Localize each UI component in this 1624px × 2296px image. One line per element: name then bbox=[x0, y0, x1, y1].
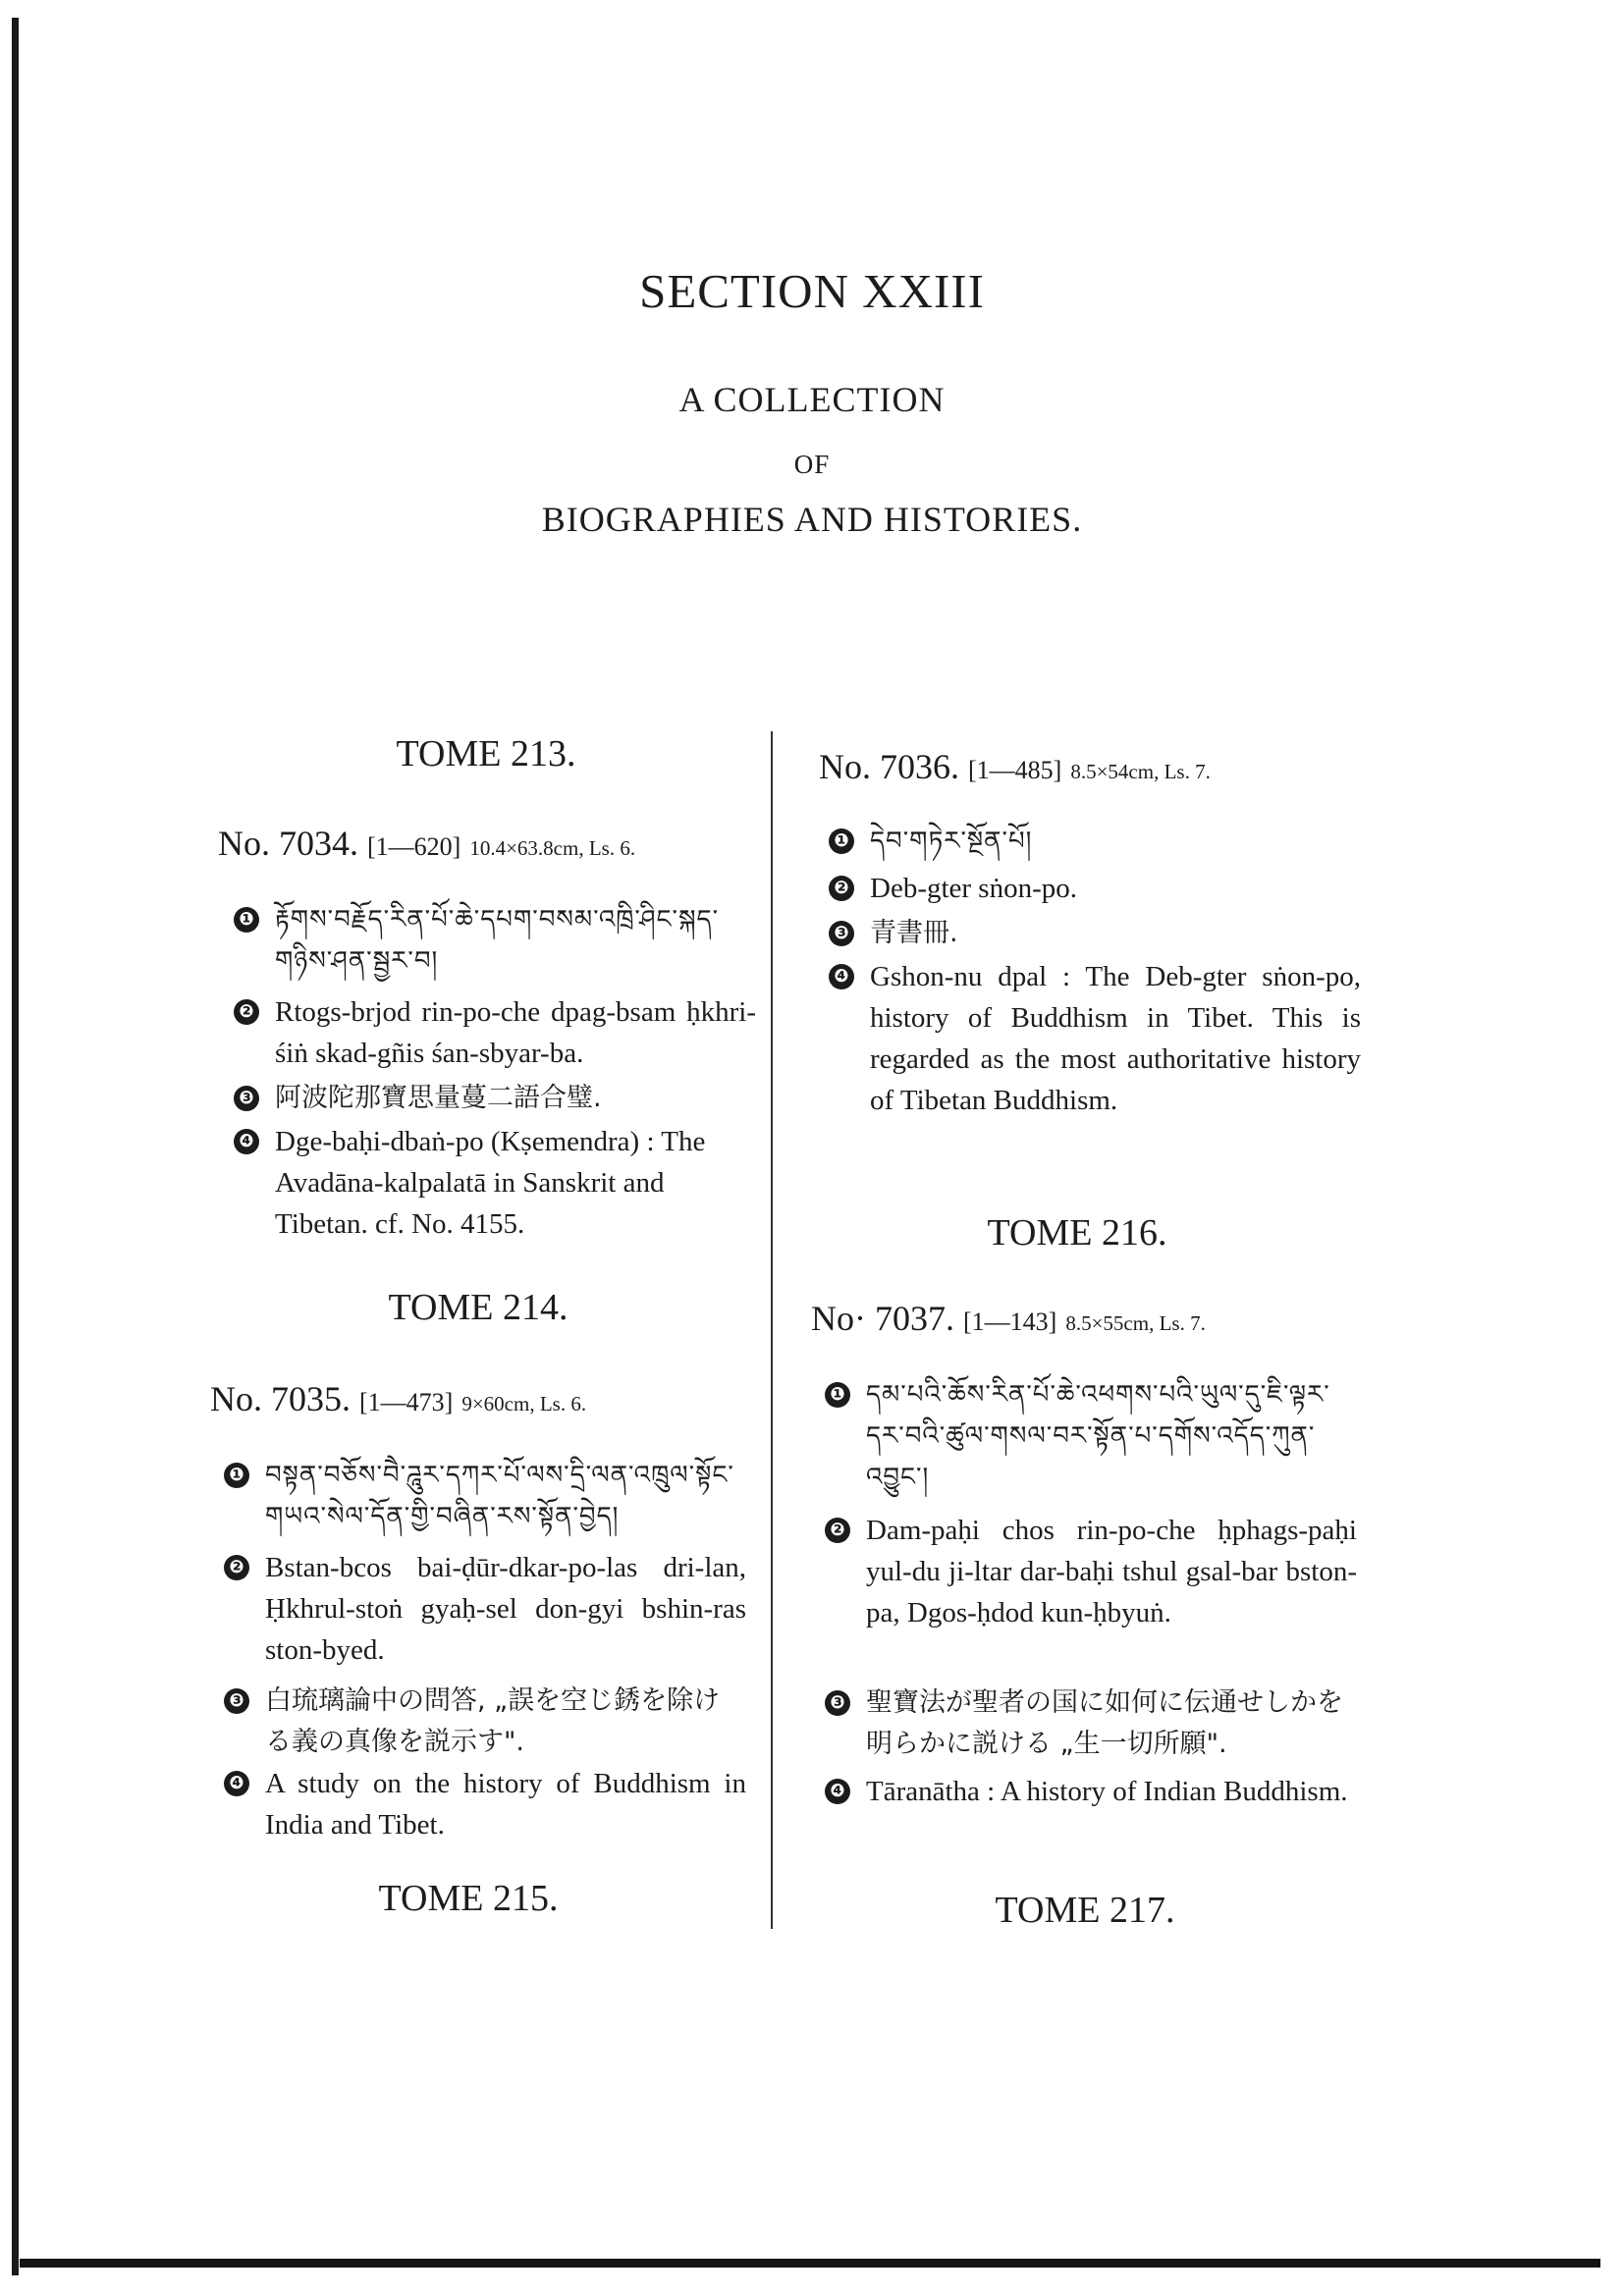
transliteration: Dam-paḥi chos rin-po-che ḥphags-paḥi yul-du ji-ltar dar-baḥi tshul gsal-bar bston-pa, Dgos-ḥdod kun-ḥbyuṅ. bbox=[866, 1515, 1357, 1629]
entry-dimensions: 8.5×54cm, Ls. 7. bbox=[1070, 760, 1211, 783]
entry-7035-item-3 bbox=[224, 1681, 744, 1763]
entry-number: No. 7035. bbox=[210, 1379, 351, 1418]
entry-ref: [1—143] bbox=[963, 1308, 1057, 1336]
section-title: SECTION XXIII bbox=[639, 264, 985, 318]
entry-7035-item-1 bbox=[224, 1455, 744, 1537]
column-divider bbox=[771, 731, 773, 1929]
entry-7035-heading bbox=[210, 1378, 586, 1419]
page-bottom-edge bbox=[20, 2259, 1600, 2268]
item-number-3: ❸ bbox=[825, 1690, 850, 1716]
item-number-1: ❶ bbox=[829, 828, 854, 854]
page-spine-shadow bbox=[12, 18, 19, 2275]
item-number-2: ❷ bbox=[825, 1518, 850, 1543]
tibetan-title: དམ་པའི་ཆོས་རིན་པོ་ཆེ་འཕགས་པའི་ཡུལ་དུ་ཇི་ལྟར་དར་བའི་ཚུལ་གསལ་བར་སྟོན་པ་དགོས་འདོད་ཀུན་འབྱུང་། bbox=[866, 1380, 1330, 1492]
item-number-4: ❹ bbox=[829, 964, 854, 989]
entry-7037-item-2 bbox=[825, 1510, 1355, 1675]
entry-7037-heading bbox=[811, 1298, 1206, 1339]
entry-dimensions: 8.5×55cm, Ls. 7. bbox=[1065, 1311, 1206, 1335]
item-number-1: ❶ bbox=[234, 907, 259, 933]
entry-ref: [1—620] bbox=[367, 832, 461, 861]
description: Tāranātha : A history of Indian Buddhism. bbox=[866, 1776, 1348, 1807]
tibetan-title: དེབ་གཏེར་སྔོན་པོ། bbox=[870, 827, 1033, 856]
description: Gshon-nu dpal : The Deb-gter sṅon-po, history of Buddhism in Tibet. This is regarded as the most authoritative history of Tibetan Buddhism. bbox=[870, 961, 1361, 1116]
item-number-3: ❸ bbox=[829, 921, 854, 946]
subtitle-line-2: OF bbox=[793, 450, 831, 479]
item-number-2: ❷ bbox=[234, 999, 259, 1025]
japanese-title: 聖寶法が聖者の国に如何に伝通せしかを明らかに説ける „生一切所願". bbox=[866, 1687, 1343, 1759]
tome-213-heading: TOME 213. bbox=[396, 733, 576, 774]
entry-7034-item-4 bbox=[234, 1121, 754, 1245]
entry-7035-item-2 bbox=[224, 1547, 744, 1671]
entry-7037-item-4 bbox=[825, 1771, 1355, 1853]
entry-7034-item-2 bbox=[234, 991, 754, 1074]
tome-214-heading: TOME 214. bbox=[388, 1287, 568, 1328]
entry-7037-item-1 bbox=[825, 1374, 1355, 1498]
entry-ref: [1—485] bbox=[968, 756, 1062, 784]
item-number-3: ❸ bbox=[234, 1086, 259, 1111]
entry-7036-heading bbox=[819, 746, 1211, 787]
tome-215-heading: TOME 215. bbox=[378, 1878, 559, 1919]
item-number-2: ❷ bbox=[829, 876, 854, 901]
tome-216-heading: TOME 216. bbox=[987, 1212, 1167, 1254]
japanese-title: 白琉璃論中の問答, „誤を空じ銹を除ける義の真像を説示す". bbox=[265, 1685, 721, 1757]
japanese-title: 青書冊. bbox=[870, 918, 958, 948]
entry-7035-item-4 bbox=[224, 1763, 744, 1845]
transliteration: Rtogs-brjod rin-po-che dpag-bsam ḥkhri-śiṅ skad-gñis śan-sbyar-ba. bbox=[275, 996, 756, 1069]
entry-ref: [1—473] bbox=[359, 1388, 454, 1416]
item-number-3: ❸ bbox=[224, 1688, 249, 1714]
transliteration: Bstan-bcos bai-ḍūr-dkar-po-las dri-lan, Ḥkhrul-stoṅ gyaḥ-sel don-gyi bshin-ras ston-byed. bbox=[265, 1552, 746, 1666]
entry-7036-item-1 bbox=[829, 821, 1359, 862]
entry-dimensions: 9×60cm, Ls. 6. bbox=[461, 1392, 587, 1415]
item-number-1: ❶ bbox=[825, 1382, 850, 1408]
entry-number: No. 7036. bbox=[819, 747, 959, 786]
entry-7034-heading bbox=[218, 823, 635, 864]
entry-dimensions: 10.4×63.8cm, Ls. 6. bbox=[469, 836, 636, 860]
description: A study on the history of Buddhism in India and Tibet. bbox=[265, 1768, 746, 1841]
entry-7036-item-4 bbox=[829, 956, 1359, 1162]
entry-7037-item-3 bbox=[825, 1682, 1355, 1765]
subtitle-line-3: BIOGRAPHIES AND HISTORIES. bbox=[541, 500, 1083, 539]
entry-number: No. 7034. bbox=[218, 824, 358, 863]
item-number-4: ❹ bbox=[234, 1129, 259, 1154]
tibetan-title: རྟོགས་བརྗོད་རིན་པོ་ཆེ་དཔག་བསམ་འཁྲི་ཤིང་སྐད་གཉིས་ཤན་སྦྱར་བ། bbox=[275, 905, 720, 976]
description: Dge-baḥi-dbaṅ-po (Kṣemendra) : The Avadāna-kalpalatā in Sanskrit and Tibetan. cf. No. 4155. bbox=[275, 1126, 706, 1240]
tibetan-title: བསྟན་བཅོས་བཻ་ཌཱུར་དཀར་པོ་ལས་དྲི་ལན་འཁྲུལ་སྟོང་གཡའ་སེལ་དོན་གྱི་བཞིན་རས་སྟོན་བྱེད། bbox=[265, 1461, 734, 1531]
entry-number: No· 7037. bbox=[811, 1299, 954, 1338]
tome-217-heading: TOME 217. bbox=[995, 1890, 1175, 1931]
transliteration: Deb-gter sṅon-po. bbox=[870, 873, 1078, 904]
item-number-1: ❶ bbox=[224, 1463, 249, 1488]
item-number-4: ❹ bbox=[825, 1779, 850, 1804]
japanese-title: 阿波陀那寶思量蔓二語合璧. bbox=[275, 1083, 602, 1113]
item-number-4: ❹ bbox=[224, 1771, 249, 1796]
entry-7036-item-3 bbox=[829, 913, 1359, 954]
subtitle-line-1: A COLLECTION bbox=[678, 380, 946, 419]
item-number-2: ❷ bbox=[224, 1555, 249, 1580]
entry-7034-item-1 bbox=[234, 899, 754, 982]
entry-7034-item-3 bbox=[234, 1078, 754, 1119]
entry-7036-item-2 bbox=[829, 868, 1359, 909]
